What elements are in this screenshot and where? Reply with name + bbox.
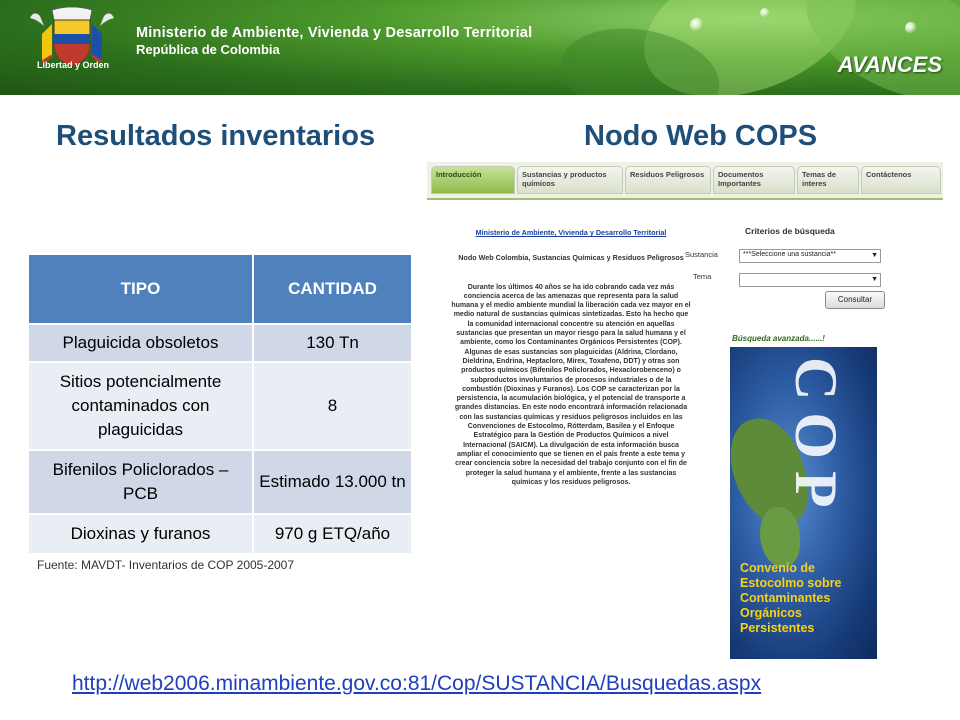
table-row xyxy=(28,514,412,554)
table-cell-type: Plaguicida obsoletos xyxy=(28,324,253,362)
web-subtitle: Nodo Web Colombia, Sustancias Químicas y Residuos Peligrosos xyxy=(458,253,684,263)
tab-documentos[interactable]: Documentos Importantes xyxy=(713,166,795,194)
table-row xyxy=(28,324,412,362)
web-node-screenshot xyxy=(427,162,943,662)
advanced-search-link[interactable]: Búsqueda avanzada......! xyxy=(732,334,825,343)
tab-contactenos[interactable]: Contáctenos xyxy=(861,166,941,194)
table-cell-type: Dioxinas y furanos xyxy=(28,514,253,554)
section-label: AVANCES xyxy=(837,52,942,77)
table-header-row xyxy=(28,254,412,324)
poster-label: Convenio de Estocolmo sobre Contaminantes Orgánicos Persistentes xyxy=(740,561,842,635)
stockholm-convention-poster xyxy=(730,347,877,659)
topic-select[interactable] xyxy=(739,273,881,287)
search-button[interactable]: Consultar xyxy=(825,291,885,309)
water-drop-decoration xyxy=(905,22,917,34)
web-intro-text: Durante los últimos 40 años se ha ido cobrando cada vez más conciencia acerca de las amenazas que representa para la salud humana y el medio ambiente mundial la liberación cada vez mayor en el medio natural de sustancias químicas sintetizadas. Esto ha hecho que la comunidad internacional concentre su atención en aquellas sustancias que presentan un mayor riesgo para la salud humana y el ambiente, como los Contaminantes Orgánicos Persistentes (COP). Algunas de esas sustancias son plaguicidas (Aldrina, Clordano, Dieldrina, Endrina, Heptacloro, Mirex, Toxafeno, DDT) y otras son productos químicos (Bifenilos Policlorados, Hexaclorobenceno) o subproductos involuntarios de procesos industriales o de la combustión (Dioxinas y Furanos). Los COP se caracterizan por la persistencia, la acumulación biológica, y el potencial de transporte a grandes distancias. En este nodo encontrará información relacionada con las sustancias químicas y residuos peligrosos incluidos en las Convenciones de Estocolmo, Rótterdam, Basilea y el Enfoque Estratégico para la Gestión de Productos Químicos a nivel Internacional (SAICM). La divulgación de esta información busca ampliar el conocimiento que se tienen en el país frente a este tema y crear conciencia sobre la necesidad del trabajo conjunto con el fin de proteger la salud humana y el ambiente, frente a las sustancias químicas y los residuos peligrosos. xyxy=(451,283,691,486)
topic-label: Tema xyxy=(693,272,712,281)
table-cell-quantity: Estimado 13.000 tn xyxy=(253,450,412,514)
ministry-name: Ministerio de Ambiente, Vivienda y Desarrollo Territorial xyxy=(136,25,533,41)
republic-name: República de Colombia xyxy=(136,42,280,57)
table-row xyxy=(28,450,412,514)
column-header-type: TIPO xyxy=(28,254,253,324)
chevron-down-icon: ▼ xyxy=(871,252,878,259)
web-tab-bar xyxy=(427,162,943,200)
substance-select-value: ***Seleccione una sustancia** xyxy=(743,251,837,258)
header-banner xyxy=(0,0,960,95)
table-cell-quantity: 8 xyxy=(253,362,412,450)
substance-label: Sustancia xyxy=(685,250,718,259)
tab-residuos[interactable]: Residuos Peligrosos xyxy=(625,166,711,194)
table-cell-quantity: 970 g ETQ/año xyxy=(253,514,412,554)
inventory-results-title: Resultados inventarios xyxy=(56,120,376,152)
water-drop-decoration xyxy=(760,8,770,18)
source-url-link[interactable]: http://web2006.minambiente.gov.co:81/Cop/SUSTANCIA/Busquedas.aspx xyxy=(72,672,762,695)
inventory-table xyxy=(27,253,413,555)
motto: Libertad y Orden xyxy=(36,60,109,70)
search-criteria-title: Criterios de búsqueda xyxy=(745,226,835,236)
web-node-title: Nodo Web COPS xyxy=(584,120,818,152)
tab-temas[interactable]: Temas de interes xyxy=(797,166,859,194)
tab-introduccion[interactable]: Introducción xyxy=(431,166,515,194)
water-drop-decoration xyxy=(690,18,704,32)
poster-cop-text: COP xyxy=(783,357,849,520)
table-cell-quantity: 130 Tn xyxy=(253,324,412,362)
table-source: Fuente: MAVDT- Inventarios de COP 2005-2007 xyxy=(37,558,295,572)
table-row xyxy=(28,362,412,450)
column-header-quantity: CANTIDAD xyxy=(253,254,412,324)
substance-select[interactable] xyxy=(739,249,881,263)
table-cell-type: Bifenilos Policlorados – PCB xyxy=(28,450,253,514)
web-intro-column xyxy=(451,228,691,487)
chevron-down-icon: ▼ xyxy=(871,276,878,283)
ministry-link[interactable]: Ministerio de Ambiente, Vivienda y Desarrollo Territorial xyxy=(475,228,667,237)
tab-sustancias[interactable]: Sustancias y productos químicos xyxy=(517,166,623,194)
table-cell-type: Sitios potencialmente contaminados con plaguicidas xyxy=(28,362,253,450)
